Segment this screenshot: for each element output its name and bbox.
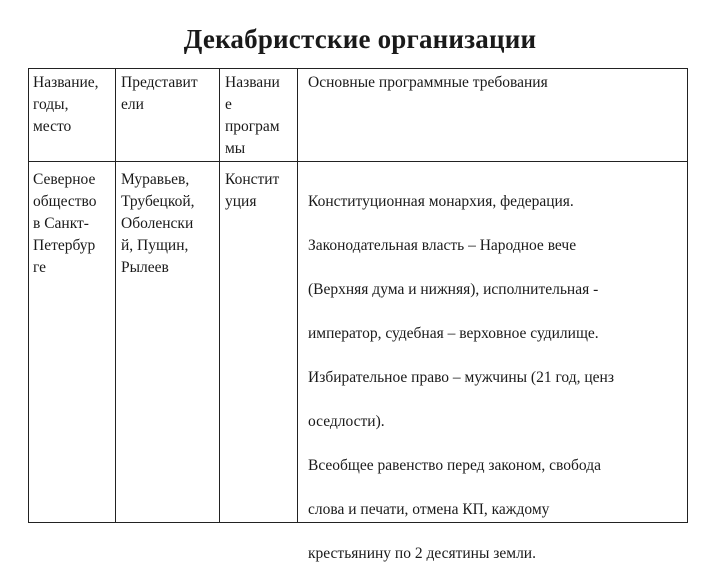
header-program-name: Названи е програм мы	[225, 74, 280, 157]
row-divider	[29, 161, 687, 162]
header-members: Представит ели	[121, 74, 198, 113]
requirements-line: Законодательная власть – Народное вече	[308, 237, 577, 254]
requirements-line: император, судебная – верховное судилище.	[308, 325, 599, 342]
requirements-line: оседлости).	[308, 413, 385, 430]
requirements-line: Конституционная монархия, федерация.	[308, 193, 574, 210]
requirements-line: Всеобщее равенство перед законом, свобода	[308, 457, 601, 474]
cell-organization: Северное общество в Санкт- Петербур ге	[33, 171, 97, 276]
column-divider	[219, 69, 220, 522]
column-divider	[115, 69, 116, 522]
organizations-table	[28, 68, 688, 562]
requirements-line: (Верхняя дума и нижняя), исполнительная -	[308, 281, 599, 298]
cell-members: Муравьев, Трубецкой, Оболенски й, Пущин, Рылеев	[121, 171, 195, 276]
page-title: Декабристские организации	[183, 24, 537, 54]
requirements-line: Избирательное право – мужчины (21 год, ценз	[308, 369, 614, 386]
header-requirements: Основные программные требования	[308, 74, 548, 91]
requirements-line: слова и печати, отмена КП, каждому	[308, 501, 550, 518]
cell-requirements	[308, 169, 683, 587]
requirements-line: крестьянину по 2 десятины земли.	[308, 545, 536, 562]
cell-program: Констит уция	[225, 171, 280, 210]
header-name-years-place: Название, годы, место	[33, 74, 99, 135]
column-divider	[297, 69, 298, 522]
